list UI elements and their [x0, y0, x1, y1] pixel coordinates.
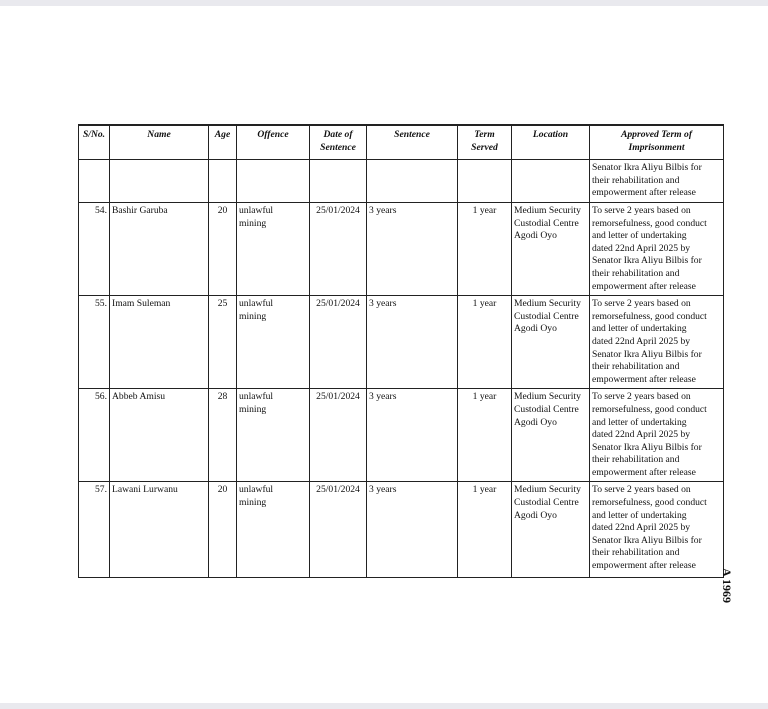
cell-empty: [367, 160, 458, 203]
location-line: Custodial Centre: [514, 217, 579, 229]
header-date: [310, 125, 367, 160]
approved-line: remorsefulness, good conduct: [592, 403, 707, 415]
location-line: Custodial Centre: [514, 403, 579, 415]
header-location: Location: [512, 125, 590, 160]
cell-location: [512, 203, 590, 296]
cell-empty: [458, 160, 512, 203]
cell-name: Bashir Garuba: [110, 203, 209, 296]
approved-line: and letter of undertaking: [592, 323, 687, 335]
offence-line: unlawful: [239, 298, 274, 310]
cell-empty: [110, 160, 209, 203]
header-term: [458, 125, 512, 160]
approved-line: Senator Ikra Aliyu Bilbis for: [592, 534, 702, 546]
location-line: Medium Security: [514, 484, 581, 496]
cell-approved: [590, 160, 724, 203]
header-date-line1: Date of: [323, 129, 353, 140]
header-sno: S/No.: [79, 125, 110, 160]
approved-line: To serve 2 years based on: [592, 205, 691, 216]
header-sentence: Sentence: [367, 125, 458, 160]
location-line: Custodial Centre: [514, 310, 579, 322]
cell-empty: [310, 160, 367, 203]
offence-line: mining: [239, 403, 267, 415]
cell-approved: [590, 482, 724, 578]
cell-date: 25/01/2024: [310, 482, 367, 578]
cell-location: [512, 296, 590, 389]
table-row: [79, 389, 724, 482]
cell-age: 25: [209, 296, 237, 389]
cell-date: 25/01/2024: [310, 203, 367, 296]
cell-age: 20: [209, 482, 237, 578]
cell-sentence: 3 years: [367, 296, 458, 389]
approved-line: their rehabilitation and: [592, 454, 680, 466]
approved-line: and letter of undertaking: [592, 509, 687, 521]
cell-location: [512, 389, 590, 482]
approved-line: empowerment after release: [592, 560, 696, 572]
cell-empty: [79, 160, 110, 203]
approved-line: their rehabilitation and: [592, 267, 680, 279]
cell-term: 1 year: [458, 482, 512, 578]
approved-line: their rehabilitation and: [592, 361, 680, 373]
offence-line: mining: [239, 497, 267, 509]
approved-line: remorsefulness, good conduct: [592, 497, 707, 509]
header-term-line1: Term: [474, 129, 495, 140]
offence-line: mining: [239, 217, 267, 229]
cell-sno: 56.: [79, 389, 110, 482]
approved-line: To serve 2 years based on: [592, 484, 691, 496]
location-line: Medium Security: [514, 205, 581, 216]
location-line: Medium Security: [514, 391, 581, 403]
imprisonment-table: [78, 124, 724, 578]
scan-edge: [0, 703, 768, 709]
cell-approved: [590, 389, 724, 482]
approved-line: empowerment after release: [592, 187, 696, 199]
approved-line: dated 22nd April 2025 by: [592, 242, 691, 254]
cell-term: 1 year: [458, 296, 512, 389]
cell-offence: [237, 203, 310, 296]
location-line: Medium Security: [514, 298, 581, 310]
header-approved-line2: Imprisonment: [628, 141, 685, 153]
location-line: Agodi Oyo: [514, 416, 557, 428]
cell-date: 25/01/2024: [310, 296, 367, 389]
offence-line: mining: [239, 310, 267, 322]
approved-line: Senator Ikra Aliyu Bilbis for: [592, 348, 702, 360]
approved-line: empowerment after release: [592, 280, 696, 292]
approved-line: dated 22nd April 2025 by: [592, 522, 691, 534]
table-row: [79, 482, 724, 578]
table-header-row: [79, 125, 724, 160]
location-line: Custodial Centre: [514, 497, 579, 509]
approved-line: Senator Ikra Aliyu Bilbis for: [592, 441, 702, 453]
cell-offence: [237, 389, 310, 482]
page-code: A 1969: [720, 568, 734, 604]
approved-line: To serve 2 years based on: [592, 298, 691, 310]
cell-approved: [590, 296, 724, 389]
cell-sno: 54.: [79, 203, 110, 296]
cell-sentence: 3 years: [367, 389, 458, 482]
header-approved-line1: Approved Term of: [620, 129, 693, 140]
approved-line: empowerment after release: [592, 373, 696, 385]
approved-line: remorsefulness, good conduct: [592, 310, 707, 322]
approved-line: Senator Ikra Aliyu Bilbis for: [592, 162, 702, 173]
cell-approved: [590, 203, 724, 296]
approved-line: and letter of undertaking: [592, 416, 687, 428]
offence-line: unlawful: [239, 484, 274, 496]
location-line: Agodi Oyo: [514, 509, 557, 521]
approved-line: and letter of undertaking: [592, 230, 687, 242]
approved-line: remorsefulness, good conduct: [592, 217, 707, 229]
cell-location: [512, 482, 590, 578]
approved-line: dated 22nd April 2025 by: [592, 429, 691, 441]
approved-line: To serve 2 years based on: [592, 391, 691, 403]
offence-line: unlawful: [239, 391, 274, 403]
cell-name: Lawani Lurwanu: [110, 482, 209, 578]
header-age: Age: [209, 125, 237, 160]
approved-line: dated 22nd April 2025 by: [592, 335, 691, 347]
header-date-line2: Sentence: [320, 141, 356, 153]
cell-term: 1 year: [458, 203, 512, 296]
location-line: Agodi Oyo: [514, 230, 557, 242]
cell-empty: [512, 160, 590, 203]
cell-name: Abbeb Amisu: [110, 389, 209, 482]
cell-empty: [237, 160, 310, 203]
table-row: [79, 296, 724, 389]
approved-line: empowerment after release: [592, 466, 696, 478]
header-name: Name: [110, 125, 209, 160]
header-approved: [590, 125, 724, 160]
approved-line: Senator Ikra Aliyu Bilbis for: [592, 255, 702, 267]
header-term-line2: Served: [471, 141, 498, 153]
offence-line: unlawful: [239, 205, 274, 216]
cell-name: Imam Suleman: [110, 296, 209, 389]
table-row: [79, 203, 724, 296]
cell-term: 1 year: [458, 389, 512, 482]
location-line: Agodi Oyo: [514, 323, 557, 335]
cell-age: 20: [209, 203, 237, 296]
cell-sentence: 3 years: [367, 203, 458, 296]
approved-line: their rehabilitation and: [592, 174, 680, 186]
cell-sno: 57.: [79, 482, 110, 578]
header-offence: Offence: [237, 125, 310, 160]
cell-offence: [237, 296, 310, 389]
cell-date: 25/01/2024: [310, 389, 367, 482]
cell-sentence: 3 years: [367, 482, 458, 578]
cell-sno: 55.: [79, 296, 110, 389]
table-row-continuation: [79, 160, 724, 203]
cell-age: 28: [209, 389, 237, 482]
cell-offence: [237, 482, 310, 578]
approved-line: their rehabilitation and: [592, 547, 680, 559]
document-page: [0, 6, 768, 703]
cell-empty: [209, 160, 237, 203]
